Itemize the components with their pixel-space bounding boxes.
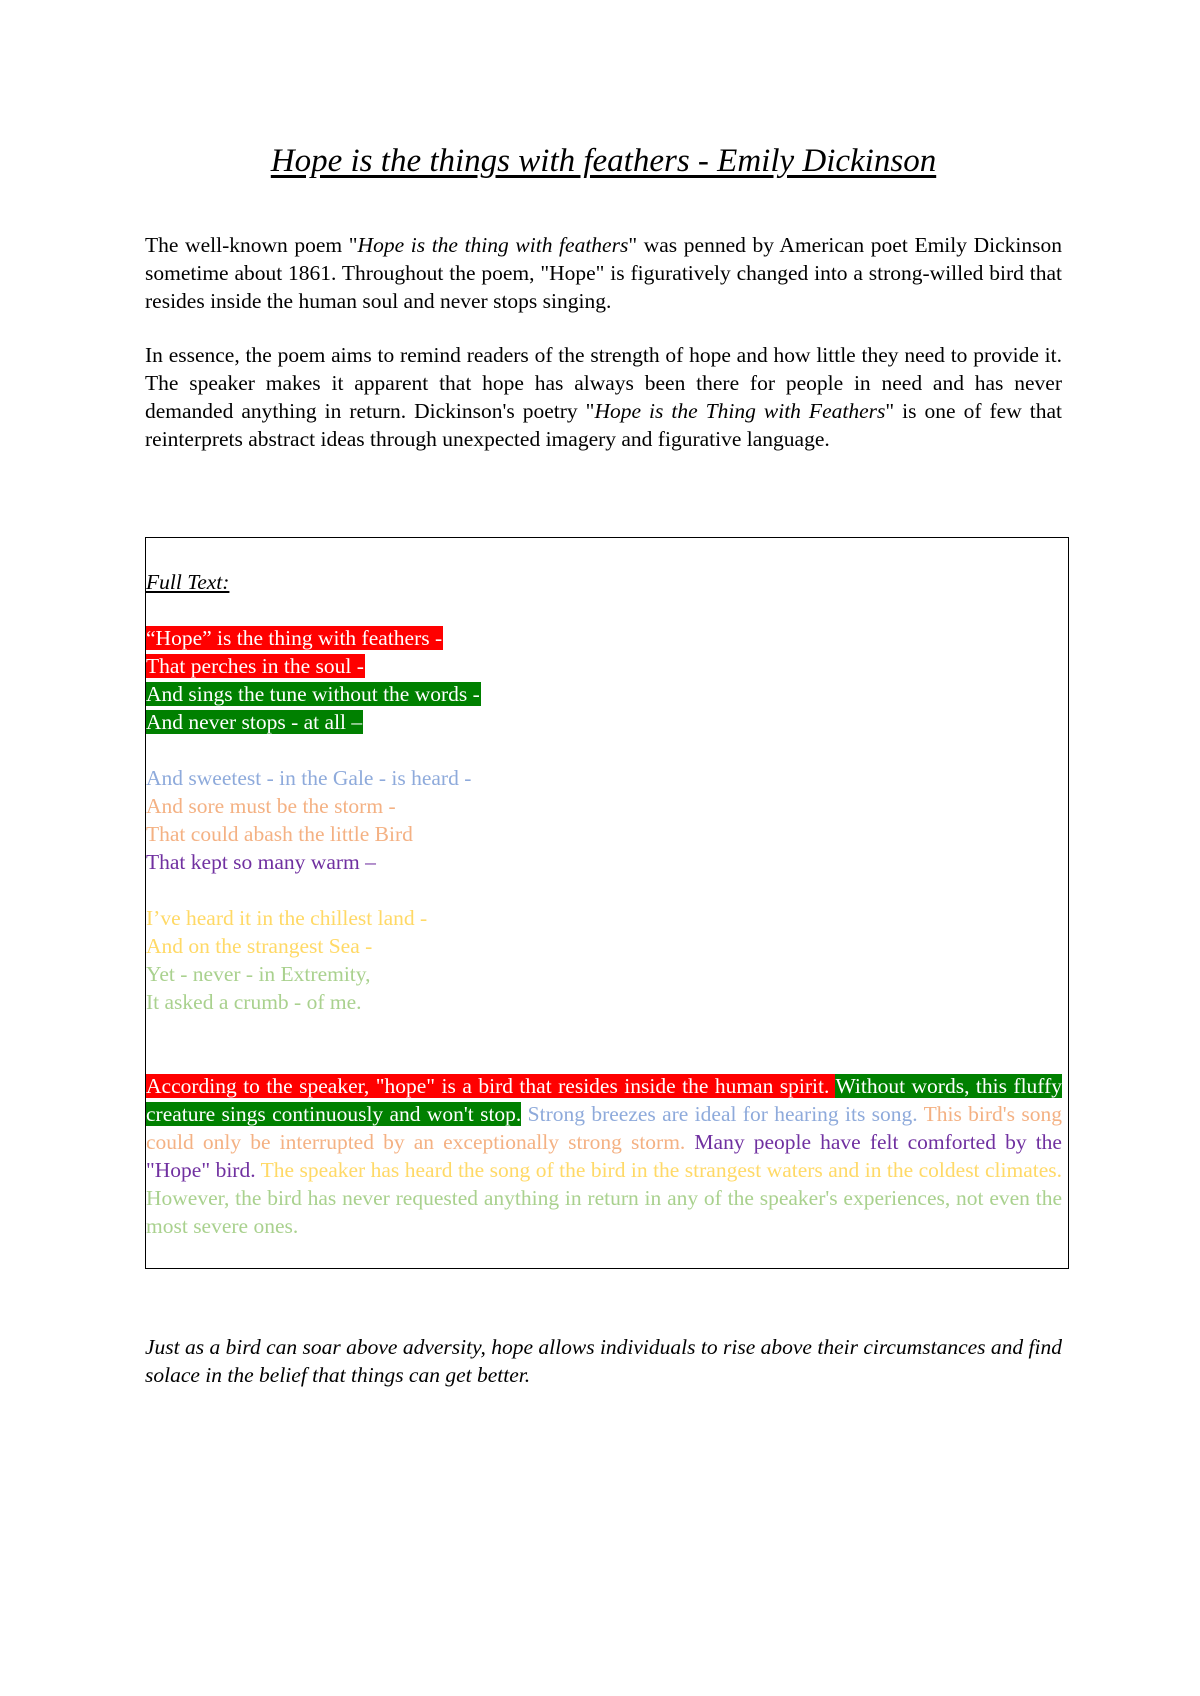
poem-line-text: It asked a crumb - of me. — [146, 990, 362, 1014]
poem-line — [146, 848, 1062, 876]
poem-line-text: And on the strangest Sea - — [146, 934, 373, 958]
summary-segment: However, the bird has never requested anything in return in any of the speaker's experiences, not even the most severe ones. — [146, 1186, 1062, 1238]
summary-segment: Without words, this fluffy creature sings continuously and won't stop. — [146, 1074, 1062, 1126]
summary-segment: Many people have felt comforted by the "Hope" bird. — [146, 1130, 1062, 1182]
intro-2-before: In essence, the poem aims to remind readers of the strength of hope and how little they need to provide it. The speaker makes it apparent that hope has always been there for people in need and has never demanded anything in return. Dickinson's poetry " — [145, 343, 1062, 423]
stanza-3 — [146, 904, 1062, 1016]
poem-line — [146, 708, 1062, 736]
intro-1-italic: Hope is the thing with feathers — [357, 233, 629, 257]
poem-line — [146, 820, 1062, 848]
poem-line-text: That perches in the soul - — [146, 654, 364, 678]
poem-line — [146, 960, 1062, 988]
poem-line — [146, 792, 1062, 820]
intro-paragraph-1 — [145, 231, 1062, 315]
poem-line — [146, 904, 1062, 932]
summary-segment: Strong breezes are ideal for hearing its song. — [521, 1102, 918, 1126]
summary-segment: According to the speaker, "hope" is a bird that resides inside the human spirit. — [146, 1074, 836, 1098]
poem-line-text: And sings the tune without the words - — [146, 682, 480, 706]
poem-line-text: And never stops - at all – — [146, 710, 363, 734]
summary-paragraph — [146, 1072, 1062, 1240]
intro-paragraph-2 — [145, 341, 1062, 453]
poem-line-text: “Hope” is the thing with feathers - — [146, 626, 443, 650]
poem-line-text: Yet - never - in Extremity, — [146, 962, 371, 986]
poem-line-text: I’ve heard it in the chillest land - — [146, 906, 428, 930]
poem-line — [146, 932, 1062, 960]
stanza-2 — [146, 764, 1062, 876]
summary-segment: The speaker has heard the song of the bird in the strangest waters and in the coldest climates. — [255, 1158, 1062, 1182]
poem-line — [146, 764, 1062, 792]
closing-paragraph: Just as a bird can soar above adversity, hope allows individuals to rise above their circumstances and find solace in the belief that things can get better. — [145, 1335, 1062, 1387]
poem-line-text: That could abash the little Bird — [146, 822, 413, 846]
poem-line-text: And sore must be the storm - — [146, 794, 396, 818]
intro-1-after: " was penned by American poet Emily Dickinson sometime about 1861. Throughout the poem, "Hope" is figuratively changed into a strong-willed bird that resides inside the human soul and never stops singing. — [145, 233, 1062, 313]
stanza-1 — [146, 624, 1062, 736]
full-text-content — [146, 568, 1062, 1240]
poem-line-text: And sweetest - in the Gale - is heard - — [146, 766, 472, 790]
poem-line — [146, 652, 1062, 680]
intro-2-italic: Hope is the Thing with Feathers — [594, 399, 886, 423]
intro-1-before: The well-known poem " — [145, 233, 358, 257]
poem-line — [146, 680, 1062, 708]
full-text-box — [145, 537, 1069, 1269]
poem-line — [146, 988, 1062, 1016]
intro-2-after: " is one of few that reinterprets abstract ideas through unexpected imagery and figurative language. — [145, 399, 1062, 451]
poem-line-text: That kept so many warm – — [146, 850, 376, 874]
poem-line — [146, 624, 1062, 652]
summary-segment: This bird's song could only be interrupted by an exceptionally strong storm. — [146, 1102, 1062, 1154]
full-text-label: Full Text: — [146, 570, 230, 594]
document-title: Hope is the things with feathers - Emily Dickinson — [270, 143, 937, 179]
